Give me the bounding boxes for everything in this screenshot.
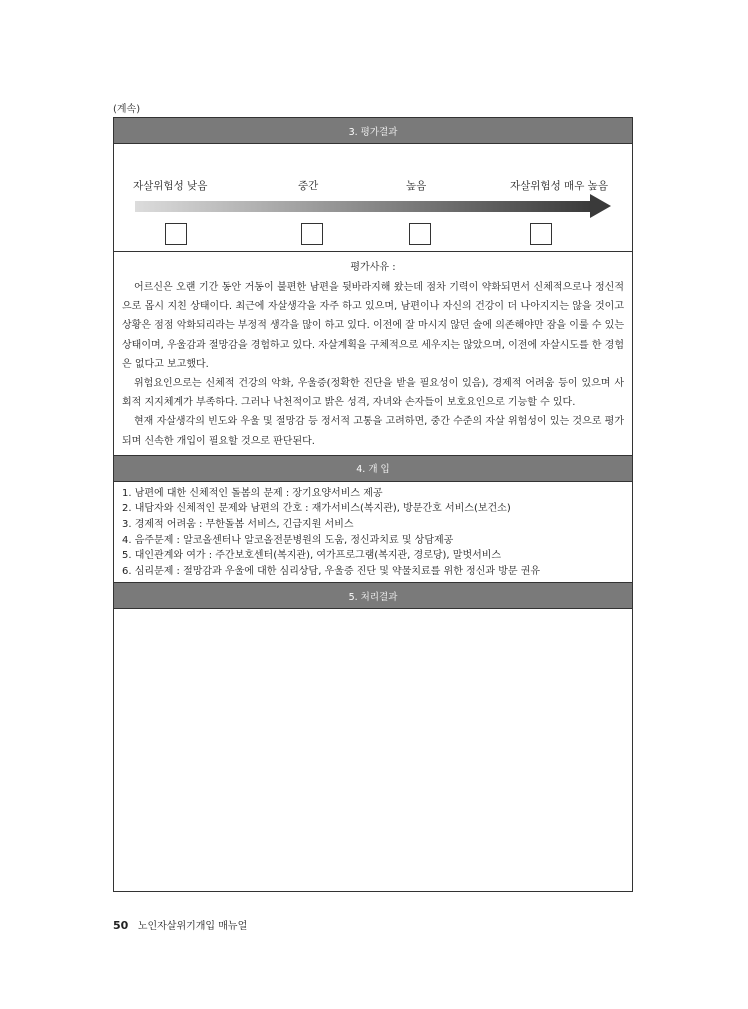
checkbox-very-high[interactable]	[530, 223, 552, 245]
assessment-reason	[114, 252, 632, 456]
result-entry-area[interactable]	[114, 609, 632, 891]
continued-label: (계속)	[113, 104, 141, 115]
scale-label-very-high: 자살위험성 매우 높음	[510, 180, 608, 192]
manual-title: 노인자살위기개입 매뉴얼	[137, 921, 248, 932]
reason-paragraph: 어르신은 오랜 기간 동안 거동이 불편한 남편을 뒷바라지해 왔는데 점차 기력이 약화되면서 신체적으로나 정신적으로 몹시 지친 상태이다. 최근에 자살생각을 자주 하고 있으며, 남편이나 자신의 건강이 더 나아지지는 않을 것이고 상황은 점점 악화되리라는 부정적 생각을 많이 하고 있다. 이전에 잘 마시지 않던 술에 의존해야만 잠을 이룰 수 있는 상태이며, 우울감과 절망감을 경험하고 있다. 자살계획을 구체적으로 세우지는 않았으며, 이전에 자살시도를 한 경험은 없다고 보고했다.	[122, 282, 624, 370]
section-5-header: 5. 처리결과	[114, 583, 632, 609]
arrow-right-icon	[590, 194, 611, 218]
risk-gradient-bar	[135, 201, 591, 212]
section-4-header: 4. 개 입	[114, 456, 632, 482]
assessment-form	[113, 117, 633, 892]
scale-label-mid: 중간	[298, 180, 319, 192]
intervention-item: 5. 대인관계와 여가 : 주간보호센터(복지관), 여가프로그램(복지관, 경로당), 말벗서비스	[122, 550, 502, 562]
reason-title: 평가사유 :	[350, 262, 396, 273]
intervention-list	[114, 482, 632, 584]
page-footer	[113, 917, 247, 932]
risk-scale	[114, 144, 632, 252]
reason-paragraph: 위험요인으로는 신체적 건강의 악화, 우울증(정확한 진단을 받을 필요성이 있음), 경제적 어려움 등이 있으며 사회적 지지체계가 부족하다. 그러나 낙천적이고 밝은 성격, 자녀와 손자들이 보호요인으로 기능할 수 있다.	[122, 378, 624, 409]
scale-label-high: 높음	[406, 180, 427, 192]
checkbox-low[interactable]	[165, 223, 187, 245]
reason-paragraph: 현재 자살생각의 빈도와 우울 및 절망감 등 정서적 고통을 고려하면, 중간 수준의 자살 위험성이 있는 것으로 평가되며 신속한 개입이 필요할 것으로 판단된다.	[122, 416, 624, 447]
section-3-header: 3. 평가결과	[114, 118, 632, 144]
intervention-item: 3. 경제적 어려움 : 무한돌봄 서비스, 긴급지원 서비스	[122, 519, 354, 531]
scale-label-low: 자살위험성 낮음	[133, 180, 208, 192]
intervention-item: 6. 심리문제 : 절망감과 우울에 대한 심리상담, 우울증 진단 및 약물치료를 위한 정신과 방문 권유	[122, 565, 541, 577]
checkbox-mid[interactable]	[301, 223, 323, 245]
intervention-item: 2. 내담자와 신체적인 문제와 남편의 간호 : 재가서비스(복지관), 방문간호 서비스(보건소)	[122, 503, 511, 515]
intervention-item: 4. 음주문제 : 알코올센터나 알코올전문병원의 도움, 정신과치료 및 상담제공	[122, 534, 454, 546]
intervention-item: 1. 남편에 대한 신체적인 돌봄의 문제 : 장기요양서비스 제공	[122, 487, 383, 499]
checkbox-high[interactable]	[409, 223, 431, 245]
page-number: 50	[113, 919, 129, 932]
